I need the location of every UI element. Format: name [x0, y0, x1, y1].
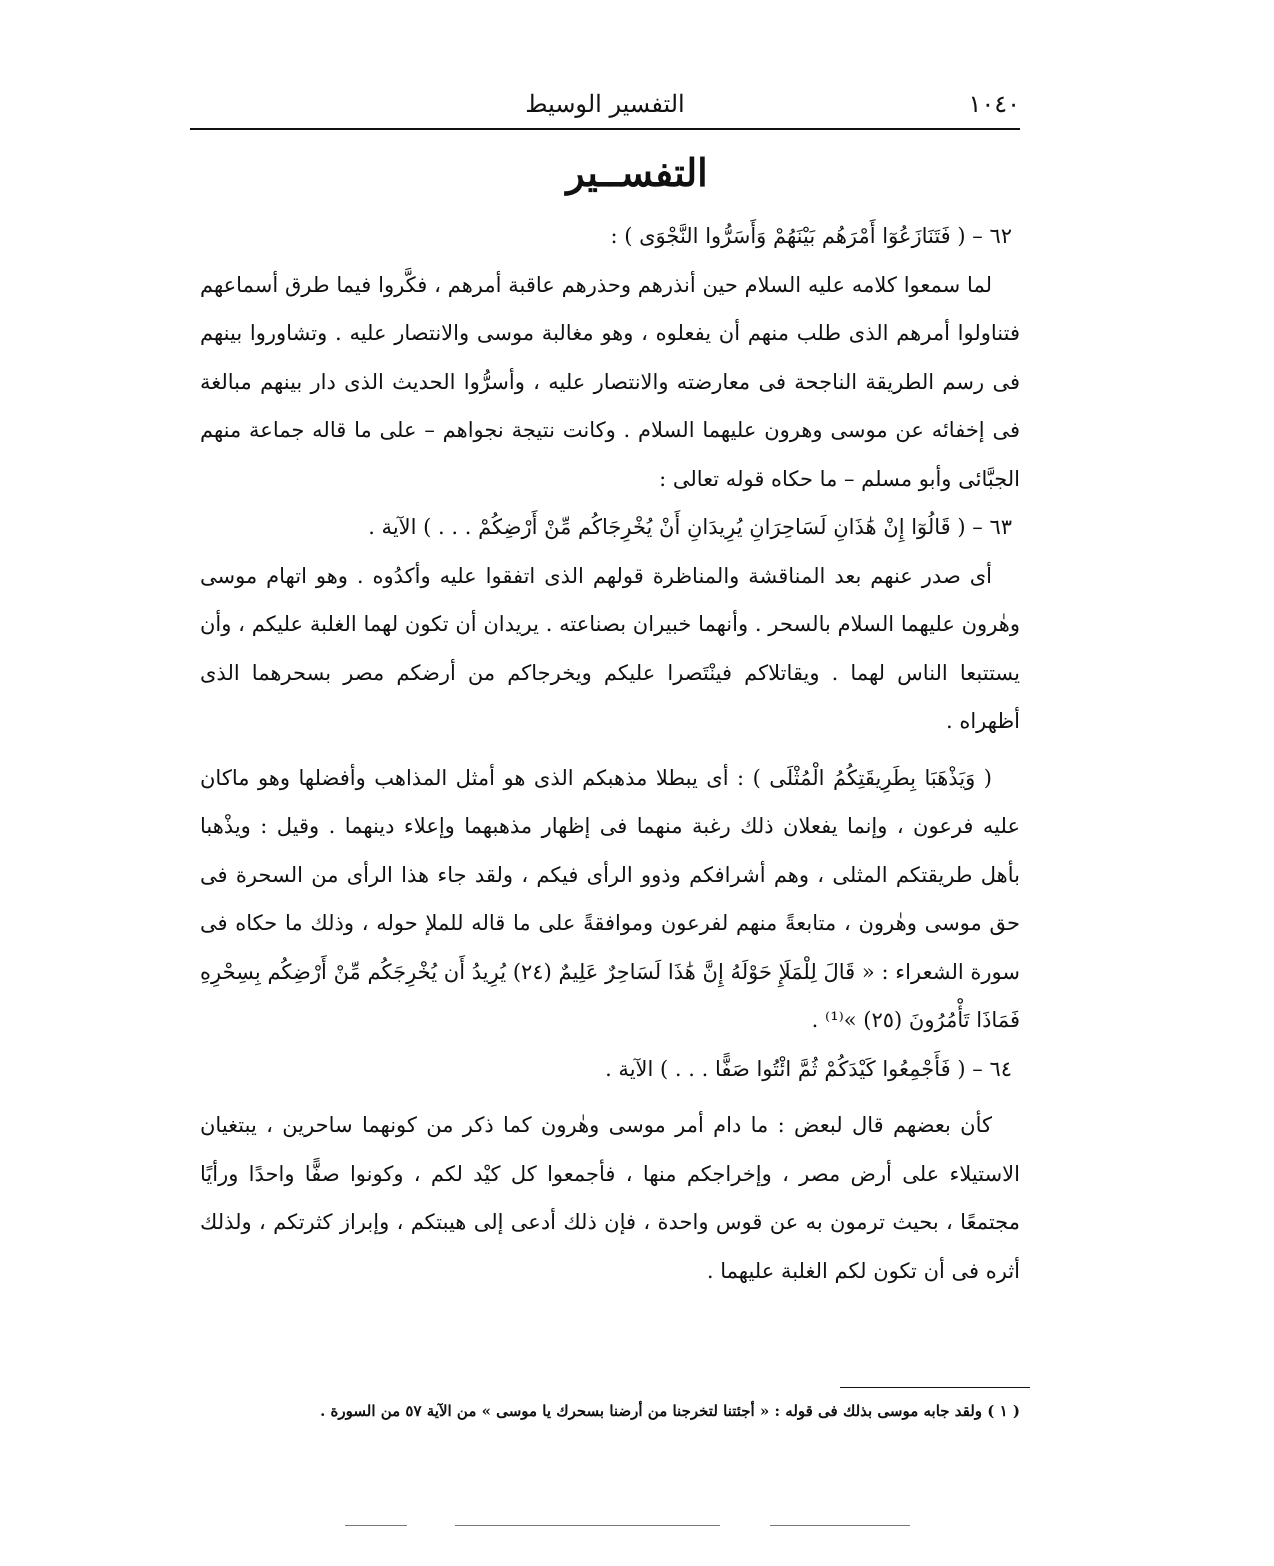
footnote-rule — [840, 1387, 1030, 1388]
page-header — [190, 88, 1020, 124]
body-text — [200, 212, 1020, 1295]
header-rule — [190, 128, 1020, 130]
footnote: ( ١ ) ولقد جابه موسى بذلك فى قوله : « أجئتنا لتخرجنا من أرضنا بسحرك يا موسى » من الآية ٥٧ من السورة . — [320, 1402, 1020, 1420]
verse-62: ٦٢ – ( فَتَنَازَعُوٓا أَمْرَهُم بَيْنَهُمْ وَأَسَرُّوا النَّجْوَى ) : — [610, 224, 1012, 248]
commentary-62: لما سمعوا كلامه عليه السلام حين أنذرهم وحذرهم عاقبة أمرهم ، فكَّروا فيما طرق أسماعهم فتناولوا أمرهم الذى طلب منهم أن يفعلوه ، وهو مغالبة موسى والانتصار عليه . وتشاوروا بينهم فى رسم الطريقة الناجحة فى معارضته والانتصار عليه ، وأسرُّوا الحديث الذى دار بينهم مبالغة فى إخفائه عن موسى وهرون عليهما السلام . وكانت نتيجة نجواهم – على ما قاله جماعة منهم الجبَّائى وأبو مسلم – ما حكاه قوله تعالى : — [200, 272, 1020, 491]
verse-63: ٦٣ – ( قَالُوٓا إِنْ هَٰذَانِ لَسَاحِرَانِ يُرِيدَانِ أَنْ يُخْرِجَاكُم مِّنْ أَرْضِكُمْ . . . ) الآية . — [368, 515, 1012, 539]
section-title: التفســير — [566, 150, 708, 195]
bottom-rule-middle — [455, 1525, 720, 1526]
verse-64: ٦٤ – ( فَأَجْمِعُوا كَيْدَكُمْ ثُمَّ ائْتُوا صَفًّا . . . ) الآية . — [605, 1056, 1012, 1081]
commentary-64: كأن بعضهم قال لبعض : ما دام أمر موسى وهٰرون كما ذكر من كونهما ساحرين ، يبتغيان الاستيلاء على أرض مصر ، وإخراجكم منها ، فأجمعوا كل كيْد لكم ، وكونوا صفًّا واحدًا ورأيًا مجتمعًا ، بحيث ترمون به عن قوس واحدة ، فإن ذلك أدعى إلى هيبتكم ، وإبراز كثرتكم ، ولذلك أثره فى أن تكون لكم الغلبة عليهما . — [200, 1113, 1020, 1283]
book-title: التفسير الوسيط — [525, 90, 685, 118]
bottom-rule-left — [345, 1525, 407, 1526]
bottom-rule-right — [770, 1525, 910, 1526]
page-number: ١٠٤٠ — [968, 90, 1020, 118]
commentary-63-part2: ( وَيَذْهَبَا بِطَرِيقَتِكُمُ الْمُثْلَى ) : أى يبطلا مذهبكم الذى هو أمثل المذاهب وأفضلها وهو ماكان عليه فرعون ، وإنما يفعلان ذلك رغبة منهما فى إظهار مذهبهما وإعلاء دينهما . وقيل : ويذْهبا بأهل طريقتكم المثلى ، وهم أشرافكم وذوو الرأى فيكم ، ولقد جاء هذا الرأى من السحرة فى حق موسى وهٰرون ، متابعةً منهم لفرعون وموافقةً على ما قاله للملإ حوله ، وذلك ما حكاه فى سورة الشعراء : « قَالَ لِلْمَلَإِ حَوْلَهُ إِنَّ هَٰذَا لَسَاحِرٌ عَلِيمٌ (٢٤) يُرِيدُ أَن يُخْرِجَكُم مِّنْ أَرْضِكُم بِسِحْرِهِ فَمَاذَا تَأْمُرُونَ (٢٥) »⁽¹⁾ . — [200, 765, 1020, 1032]
commentary-63: أى صدر عنهم بعد المناقشة والمناظرة قولهم الذى اتفقوا عليه وأكدُوه . وهو اتهام موسى وهٰرون عليهما السلام بالسحر . وأنهما خبيران بصناعته . يريدان أن تكون لهما الغلبة عليكم ، وأن يستتبعا الناس لهما . ويقاتلاكم فينْتَصرا عليكم ويخرجاكم من أرضكم مصر بسحرهما الذى أظهراه . — [200, 563, 1020, 733]
